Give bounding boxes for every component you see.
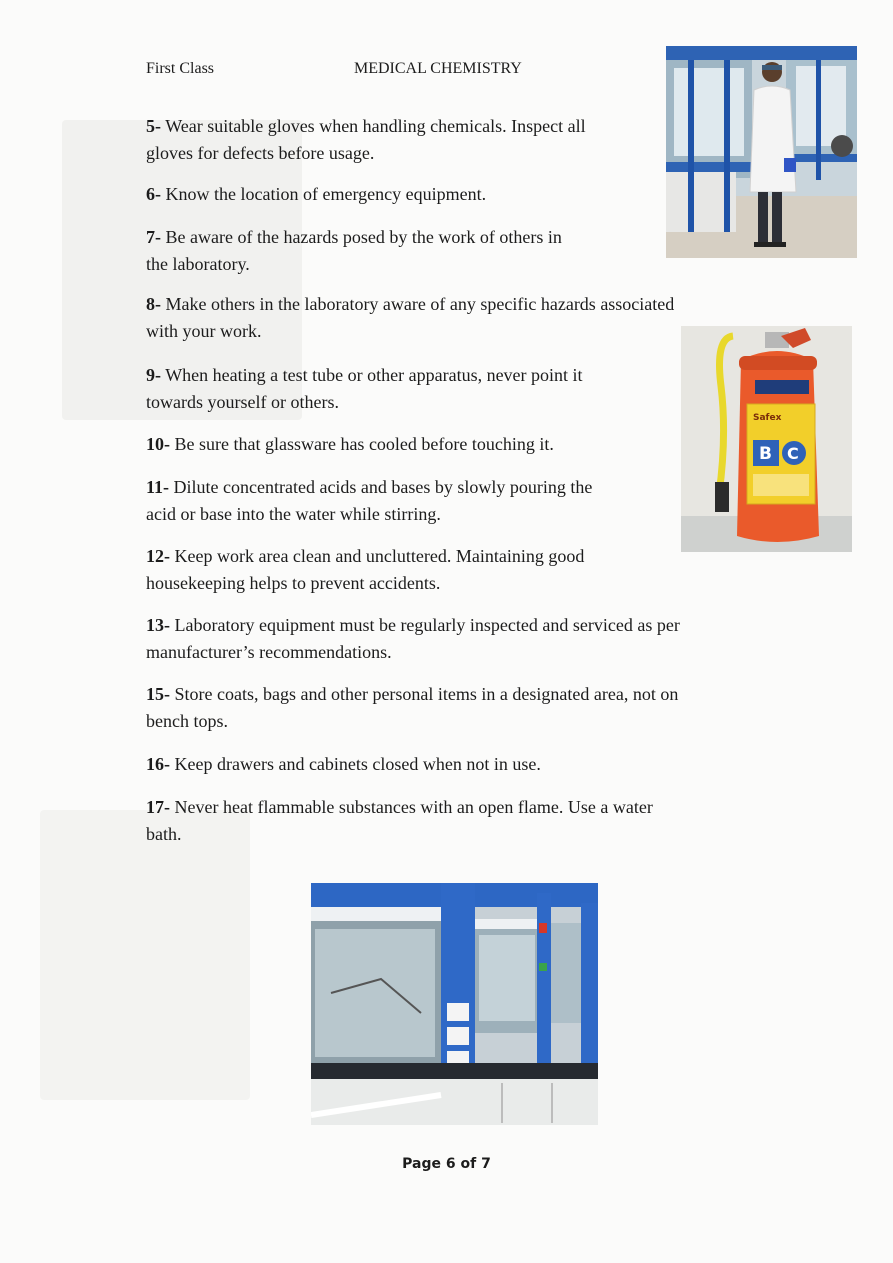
rule-text-cont: bench tops. (146, 711, 228, 731)
page-number: Page 6 of 7 (402, 1156, 491, 1172)
bleed-through-shadow (40, 810, 250, 1100)
rule-text-cont: the laboratory. (146, 254, 250, 274)
rule-number: 16- (146, 754, 170, 774)
rule-number: 7- (146, 227, 161, 247)
rule-text: Make others in the laboratory aware of any specific hazards associated (165, 294, 675, 314)
rule-text-cont: with your work. (146, 321, 262, 341)
rule-number: 5- (146, 116, 161, 136)
rule-text: Be aware of the hazards posed by the work of others in (165, 227, 562, 247)
rule-item (146, 543, 584, 597)
rule-number: 17- (146, 797, 170, 817)
rule-number: 10- (146, 434, 170, 454)
header-subject: MEDICAL CHEMISTRY (354, 60, 522, 77)
rule-text: Wear suitable gloves when handling chemicals. Inspect all (165, 116, 586, 136)
lab-worker-photo (666, 46, 857, 258)
rule-text: Dilute concentrated acids and bases by slowly pouring the (173, 477, 593, 497)
rule-item (146, 794, 653, 848)
extinguisher-class-b: B (759, 444, 772, 464)
rule-text: Never heat flammable substances with an open flame. Use a water (174, 797, 653, 817)
rule-text-cont: housekeeping helps to prevent accidents. (146, 573, 441, 593)
rule-item (146, 113, 586, 167)
rule-number: 15- (146, 684, 170, 704)
rule-item (146, 474, 592, 528)
rule-text: Laboratory equipment must be regularly inspected and serviced as per (174, 615, 680, 635)
rule-text-cont: bath. (146, 824, 182, 844)
rule-item (146, 181, 486, 208)
rule-number: 12- (146, 546, 170, 566)
rule-item (146, 431, 554, 458)
rule-number: 9- (146, 365, 161, 385)
rule-number: 11- (146, 477, 170, 497)
rule-text: Know the location of emergency equipment. (165, 184, 487, 204)
rule-number: 13- (146, 615, 170, 635)
rule-text-cont: manufacturer’s recommendations. (146, 642, 392, 662)
rule-number: 8- (146, 294, 161, 314)
extinguisher-brand-text: Safex (753, 413, 782, 423)
rule-text-cont: towards yourself or others. (146, 392, 339, 412)
header-class: First Class (146, 60, 215, 77)
rule-item (146, 362, 583, 416)
rule-text: Keep drawers and cabinets closed when not in use. (174, 754, 541, 774)
rule-text: When heating a test tube or other apparatus, never point it (165, 365, 583, 385)
rule-item (146, 612, 680, 666)
rule-text-cont: acid or base into the water while stirring. (146, 504, 441, 524)
rule-text-cont: gloves for defects before usage. (146, 143, 375, 163)
rule-item (146, 681, 678, 735)
fire-extinguisher-photo (681, 326, 852, 552)
rule-text: Keep work area clean and uncluttered. Maintaining good (174, 546, 585, 566)
rule-text: Be sure that glassware has cooled before touching it. (174, 434, 554, 454)
rule-item (146, 751, 541, 778)
rule-item (146, 224, 562, 278)
extinguisher-class-c: C (787, 444, 799, 463)
fume-hood-photo (311, 883, 598, 1125)
rule-item (146, 291, 674, 345)
rule-text: Store coats, bags and other personal items in a designated area, not on (174, 684, 679, 704)
rule-number: 6- (146, 184, 161, 204)
